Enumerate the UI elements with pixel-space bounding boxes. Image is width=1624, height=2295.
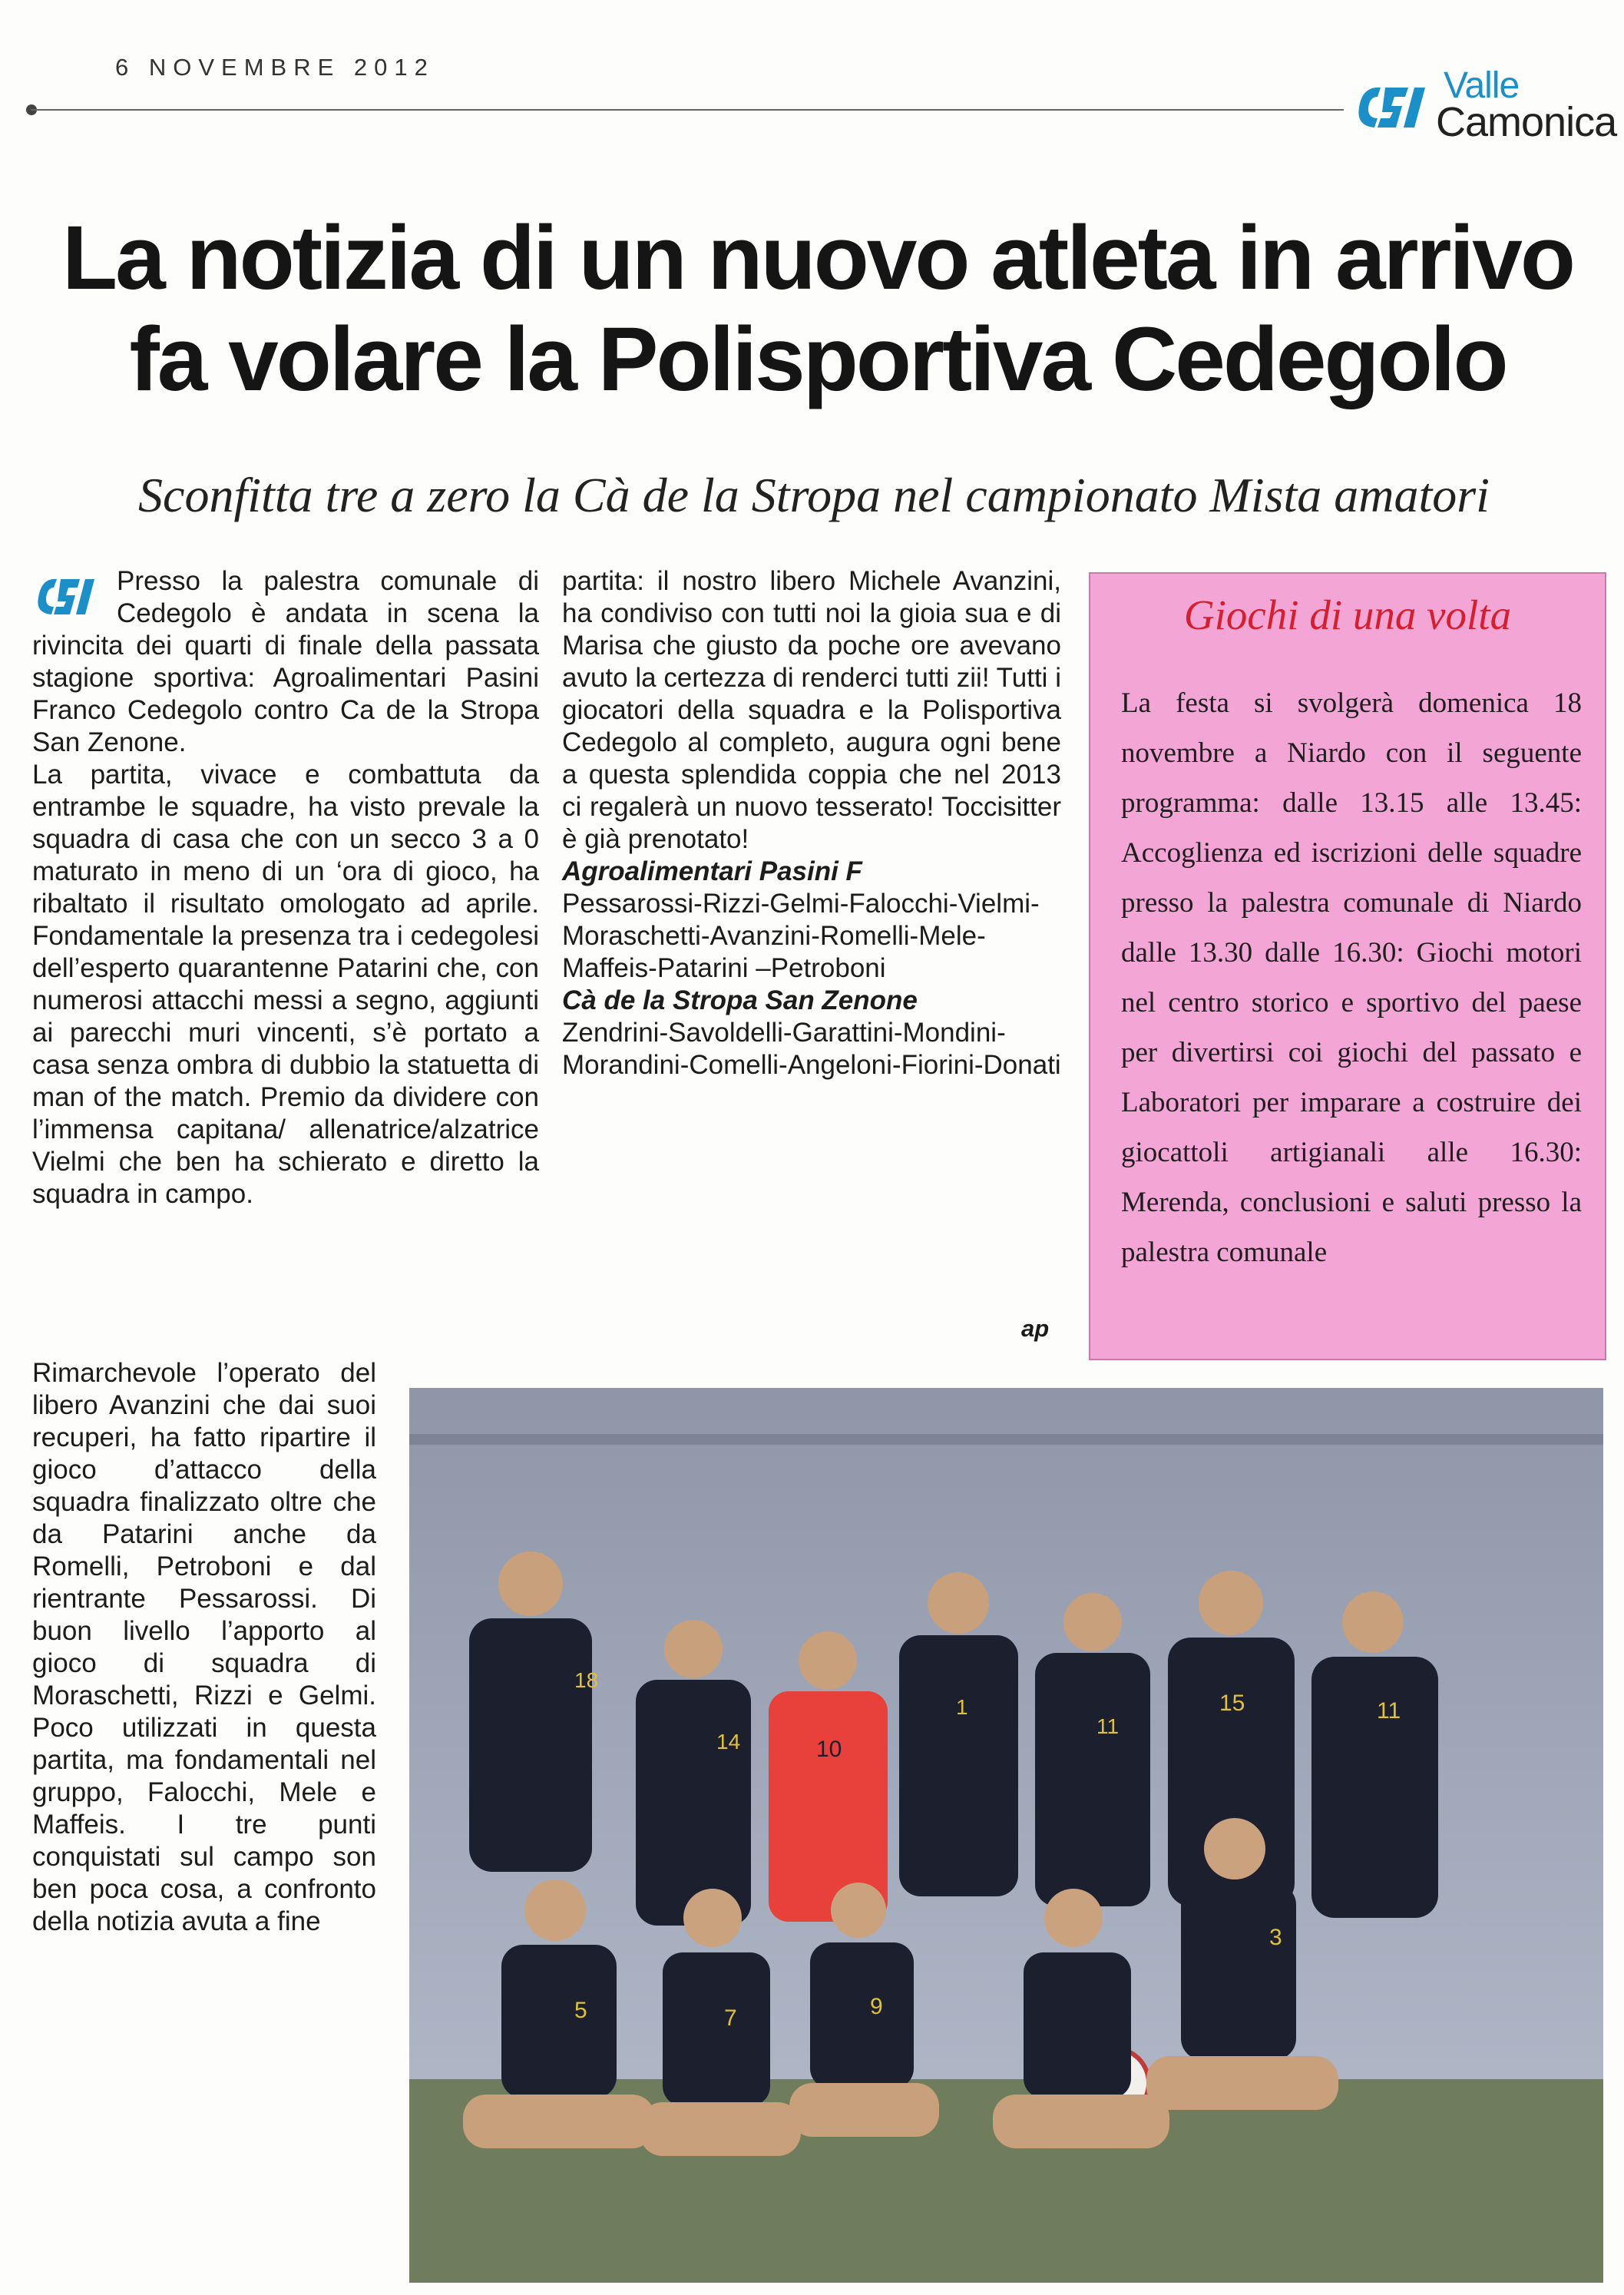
csi-logo-icon [1351, 77, 1444, 131]
article-column-2 [562, 565, 1061, 1081]
jersey-number: 1 [956, 1695, 968, 1719]
jersey-number: 7 [724, 2005, 737, 2031]
article-column-1 [32, 565, 539, 1210]
jersey-number: 9 [870, 1994, 883, 2019]
jersey-number: 14 [716, 1730, 741, 1754]
jersey-number: 15 [1219, 1691, 1245, 1716]
csi-inline-logo-icon [32, 570, 109, 618]
team2-heading: Cà de la Stropa San Zenone [562, 985, 918, 1015]
team-photo [409, 1388, 1603, 2283]
paragraph-news: partita: il nostro libero Michele Avanzini, ha condiviso con tutti noi la gioia sua e di Marisa che giusto da poche ore avevano avuto la certezza di renderci tutti zii! Tutti i giocatori della squadra e la Polisportiva Cedegolo al completo, augura ogni bene a questa splendida coppia che nel 2013 ci regalerà un nuovo tesserato! Toccisitter è già prenotato! [562, 566, 1061, 854]
paragraph-intro: Presso la palestra comunale di Cedegolo è andata in scena la rivincita dei quarti di finale della passata stagione sportiva: Agroalimentari Pasini Franco Cedegolo contro Ca de la Stropa San Zenone. [32, 566, 539, 757]
logo-camonica-text: Camonica [1436, 99, 1617, 145]
team1-roster: Pessarossi-Rizzi-Gelmi-Falocchi-Vielmi-Moraschetti-Avanzini-Romelli-Mele-Maffeis-Patarini –Petroboni [562, 889, 1040, 983]
csi-valle-camonica-logo [1351, 61, 1617, 154]
sidebar-box [1089, 572, 1606, 1360]
author-signature: ap [1021, 1315, 1050, 1342]
photo-ceiling-beam [409, 1434, 1603, 1445]
jersey-number: 10 [816, 1737, 842, 1762]
team1-heading: Agroalimentari Pasini F [562, 856, 862, 886]
jersey-number: 18 [574, 1668, 599, 1692]
sidebar-program-text: La festa si svolgerà domenica 18 novembre a Niardo con il seguente programma: dalle 13.15 alle 13.45: Accoglienza ed iscrizioni delle squadre presso la palestra comunale di Niardo dalle 13.30 dalle 16.30: Giochi motori nel centro storico e sportivo del paese per divertirsi coi giochi del passato e Laboratori per imparare a costruire dei giocattoli artigianali alle 16.30: Merenda, conclusioni e saluti presso la palestra comunale [1121, 687, 1582, 1268]
article-subtitle: Sconfitta tre a zero la Cà de la Stropa nel campionato Mista amatori [138, 468, 1490, 522]
logo-valle-text: Valle [1444, 65, 1520, 106]
team2-roster: Zendrini-Savoldelli-Garattini-Mondini-Morandini-Comelli-Angeloni-Fiorini-Donati [562, 1018, 1061, 1080]
paragraph-players: Rimarchevole l’operato del libero Avanzini che dai suoi recuperi, ha fatto ripartire il gioco d’attacco della squadra finalizzato oltre che da Patarini anche da Romelli, Petroboni e dal rientrante Pessarossi. Di buon livello l’apporto al gioco di squadra di Moraschetti, Rizzi e Gelmi. Poco utilizzati in questa partita, ma fondamentali nel gruppo, Falocchi, Mele e Maffeis. I tre punti conquistati sul campo son ben poca cosa, a confronto della notizia avuta a fine [32, 1358, 376, 1936]
jersey-number: 5 [574, 1998, 587, 2023]
paragraph-match: La partita, vivace e combattuta da entrambe le squadre, ha visto prevale la squadra di casa che con un secco 3 a 0 maturato in meno di un ‘ora di gioco, ha ribaltato il risultato omologato ad aprile. Fondamentale la presenza tra i cedegolesi dell’esperto quarantenne Patarini che, con numerosi attacchi messi a segno, aggiunti ai parecchi muri vincenti, s’è portato a casa senza ombra di dubbio la statuetta di man of the match. Premio da dividere con l’immensa capitana/ allenatrice/alzatrice Vielmi che ben ha schierato e diretto la squadra in campo. [32, 760, 539, 1209]
jersey-number: 11 [1377, 1698, 1401, 1724]
article-headline: La notizia di un nuovo atleta in arrivo fa volare la Polisportiva Cedegolo [62, 207, 1573, 410]
article-column-1-lower [32, 1357, 376, 1938]
issue-date: 6 NOVEMBRE 2012 [115, 54, 435, 81]
jersey-number: 11 [1096, 1714, 1120, 1738]
header-rule [31, 109, 1344, 111]
sidebar-title: Giochi di una volta [1183, 591, 1512, 638]
jersey-number: 3 [1269, 1925, 1282, 1950]
